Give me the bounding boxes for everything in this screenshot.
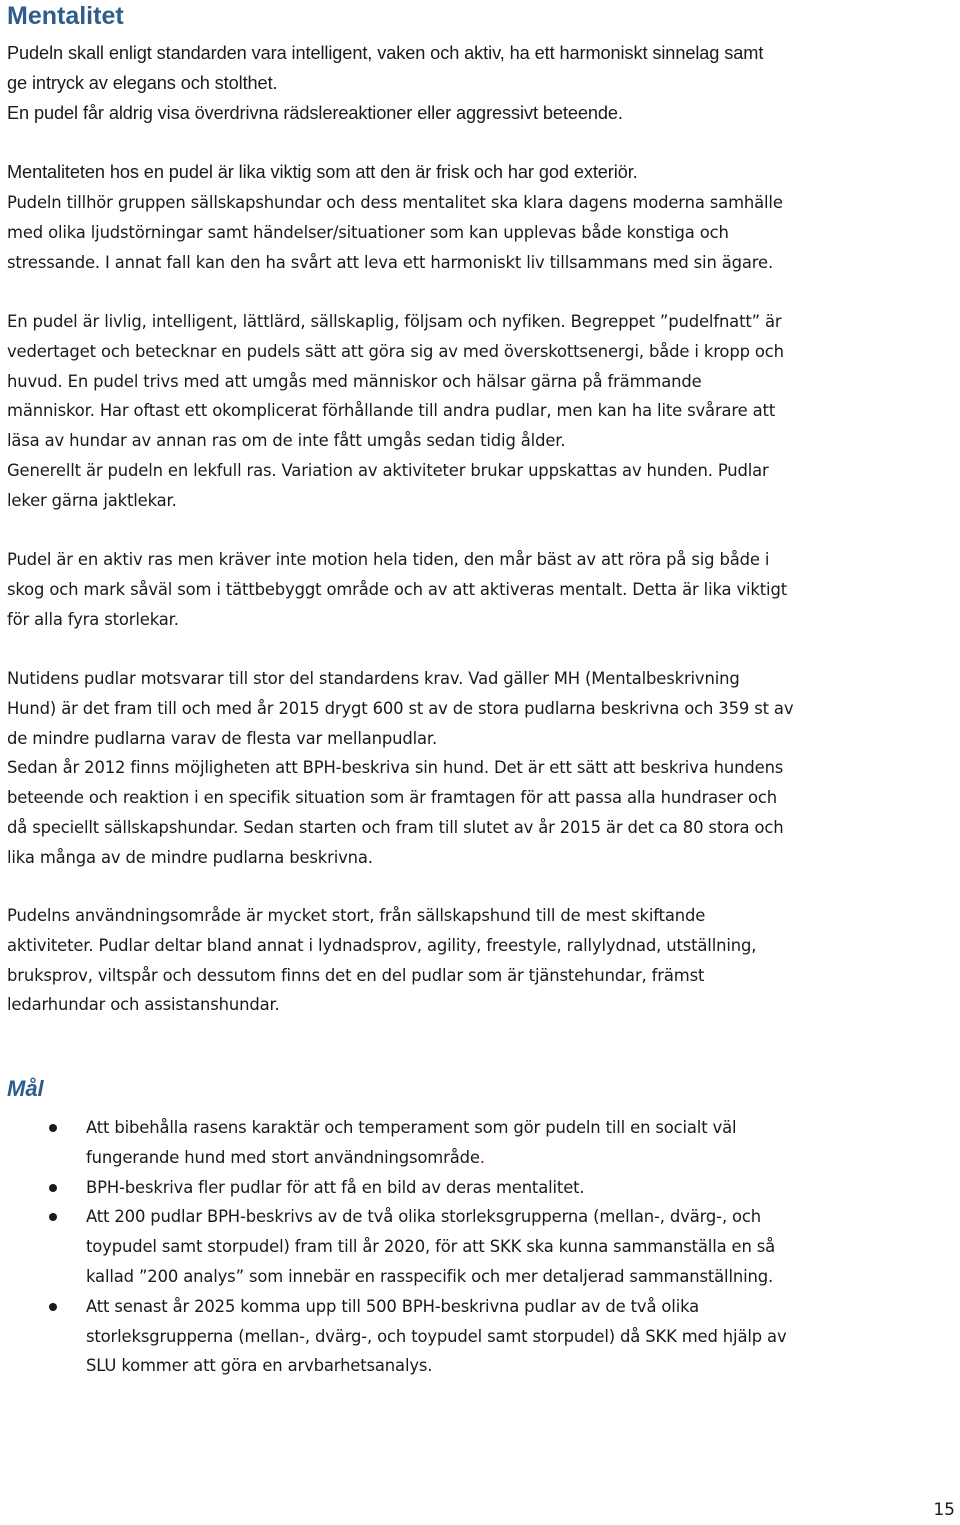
- text-line: bruksprov, viltspår och dessutom finns det en del pudlar som är tjänstehundar, främst: [7, 965, 705, 985]
- goal-line: toypudel samt storpudel) fram till år 2020, för att SKK ska kunna sammanställa en så: [86, 1237, 776, 1257]
- goals-list: [7, 1113, 957, 1381]
- goal-line: Att bibehålla rasens karaktär och temperament som gör pudeln till en socialt väl: [86, 1118, 737, 1137]
- goal-line: storleksgrupperna (mellan-, dvärg-, och toypudel samt storpudel) då SKK med hjälp av: [86, 1326, 787, 1346]
- intro-line: En pudel får aldrig visa överdrivna rädslereaktioner eller aggressivt beteende.: [7, 102, 623, 123]
- text-line: En pudel är livlig, intelligent, lättlärd, sällskaplig, följsam och nyfiken. Begreppet ”pudelfnatt” är: [7, 312, 782, 331]
- goal-line: [86, 1143, 957, 1173]
- goal-item: [7, 1113, 957, 1173]
- text-line: då speciellt sällskapshundar. Sedan starten och fram till slutet av år 2015 är det ca 80 stora och: [7, 817, 784, 837]
- text-line: stressande. I annat fall kan den ha svårt att leva ett harmoniskt liv tillsammans med sin ägare.: [7, 252, 774, 272]
- goal-line: SLU kommer att göra en arvbarhetsanalys.: [86, 1356, 433, 1376]
- goal-line: BPH-beskriva fler pudlar för att få en bild av deras mentalitet.: [86, 1177, 585, 1197]
- text-line: Hund) är det fram till och med år 2015 drygt 600 st av de stora pudlarna beskrivna och 359 st av: [7, 698, 794, 718]
- goal-end-mark: .: [479, 1147, 485, 1167]
- bullet-icon: [49, 1303, 57, 1311]
- text-line: skog och mark såväl som i tättbebyggt område och av att aktiveras mentalt. Detta är lika viktigt: [7, 579, 787, 599]
- paragraph-activity: [7, 545, 957, 634]
- goal-item: [7, 1292, 957, 1381]
- text-line: för alla fyra storlekar.: [7, 609, 179, 629]
- goals-heading: Mål: [7, 1076, 44, 1101]
- text-line: människor. Har oftast ett okomplicerat förhållande till andra pudlar, men kan ha lite svårare att: [7, 401, 776, 421]
- goal-line: Att 200 pudlar BPH-beskrivs av de två olika storleksgrupperna (mellan-, dvärg-, och: [86, 1207, 762, 1227]
- intro-paragraph: [7, 39, 957, 128]
- page-title: Mentalitet: [7, 2, 124, 30]
- page-number: 15: [933, 1500, 955, 1520]
- goal-line: Att senast år 2025 komma upp till 500 BPH-beskrivna pudlar av de två olika: [86, 1296, 700, 1316]
- paragraph-social: [7, 188, 957, 277]
- text-line: beteende och reaktion i en specifik situation som är framtagen för att passa alla hundraser och: [7, 788, 777, 808]
- goal-line: kallad ”200 analys” som innebär en rasspecifik och mer detaljerad sammanställning.: [86, 1266, 774, 1286]
- text-line: leker gärna jaktlekar.: [7, 490, 177, 510]
- text-line: aktiviteter. Pudlar deltar bland annat i lydnadsprov, agility, freestyle, rallylydnad, utställning,: [7, 935, 757, 955]
- text-line: vedertaget och betecknar en pudels sätt att göra sig av med överskottsenergi, både i kropp och: [7, 341, 784, 361]
- text-line: med olika ljudstörningar samt händelser/situationer som kan upplevas både konstiga och: [7, 222, 729, 242]
- goal-item: [7, 1202, 957, 1291]
- intro-line: Pudeln skall enligt standarden vara intelligent, vaken och aktiv, ha ett harmoniskt sinnelag samt: [7, 43, 764, 63]
- text-line: läsa av hundar av annan ras om de inte fått umgås sedan tidig ålder.: [7, 431, 566, 451]
- text-line: Pudeln tillhör gruppen sällskapshundar och dess mentalitet ska klara dagens moderna samhälle: [7, 193, 783, 212]
- paragraph-usage: [7, 901, 957, 1020]
- bullet-icon: [49, 1124, 57, 1132]
- text-line: Pudel är en aktiv ras men kräver inte motion hela tiden, den mår bäst av att röra på sig både i: [7, 550, 770, 569]
- intro-line: Mentaliteten hos en pudel är lika viktig som att den är frisk och har god exteriör.: [7, 162, 638, 182]
- text-line: ledarhundar och assistanshundar.: [7, 995, 280, 1015]
- intro-line: ge intryck av elegans och stolthet.: [7, 72, 278, 93]
- text-line: de mindre pudlarna varav de flesta var mellanpudlar.: [7, 728, 438, 748]
- bullet-icon: [49, 1213, 57, 1221]
- intro-paragraph: [7, 158, 957, 188]
- text-line: lika många av de mindre pudlarna beskrivna.: [7, 847, 373, 867]
- bullet-icon: [49, 1184, 57, 1192]
- goal-line-text: fungerande hund med stort användningsområde: [86, 1147, 480, 1167]
- text-line: Sedan år 2012 finns möjligheten att BPH-beskriva sin hund. Det är ett sätt att beskriva hundens: [7, 758, 784, 778]
- goal-item: [7, 1173, 957, 1203]
- paragraph-mh-bph: [7, 664, 957, 873]
- text-line: Pudelns användningsområde är mycket stort, från sällskapshund till de mest skiftande: [7, 906, 706, 925]
- paragraph-temperament: [7, 307, 957, 516]
- text-line: Generellt är pudeln en lekfull ras. Variation av aktiviteter brukar uppskattas av hunden. Pudlar: [7, 460, 769, 480]
- text-line: huvud. En pudel trivs med att umgås med människor och hälsar gärna på främmande: [7, 371, 702, 391]
- text-line: Nutidens pudlar motsvarar till stor del standardens krav. Vad gäller MH (Mentalbeskrivning: [7, 669, 740, 688]
